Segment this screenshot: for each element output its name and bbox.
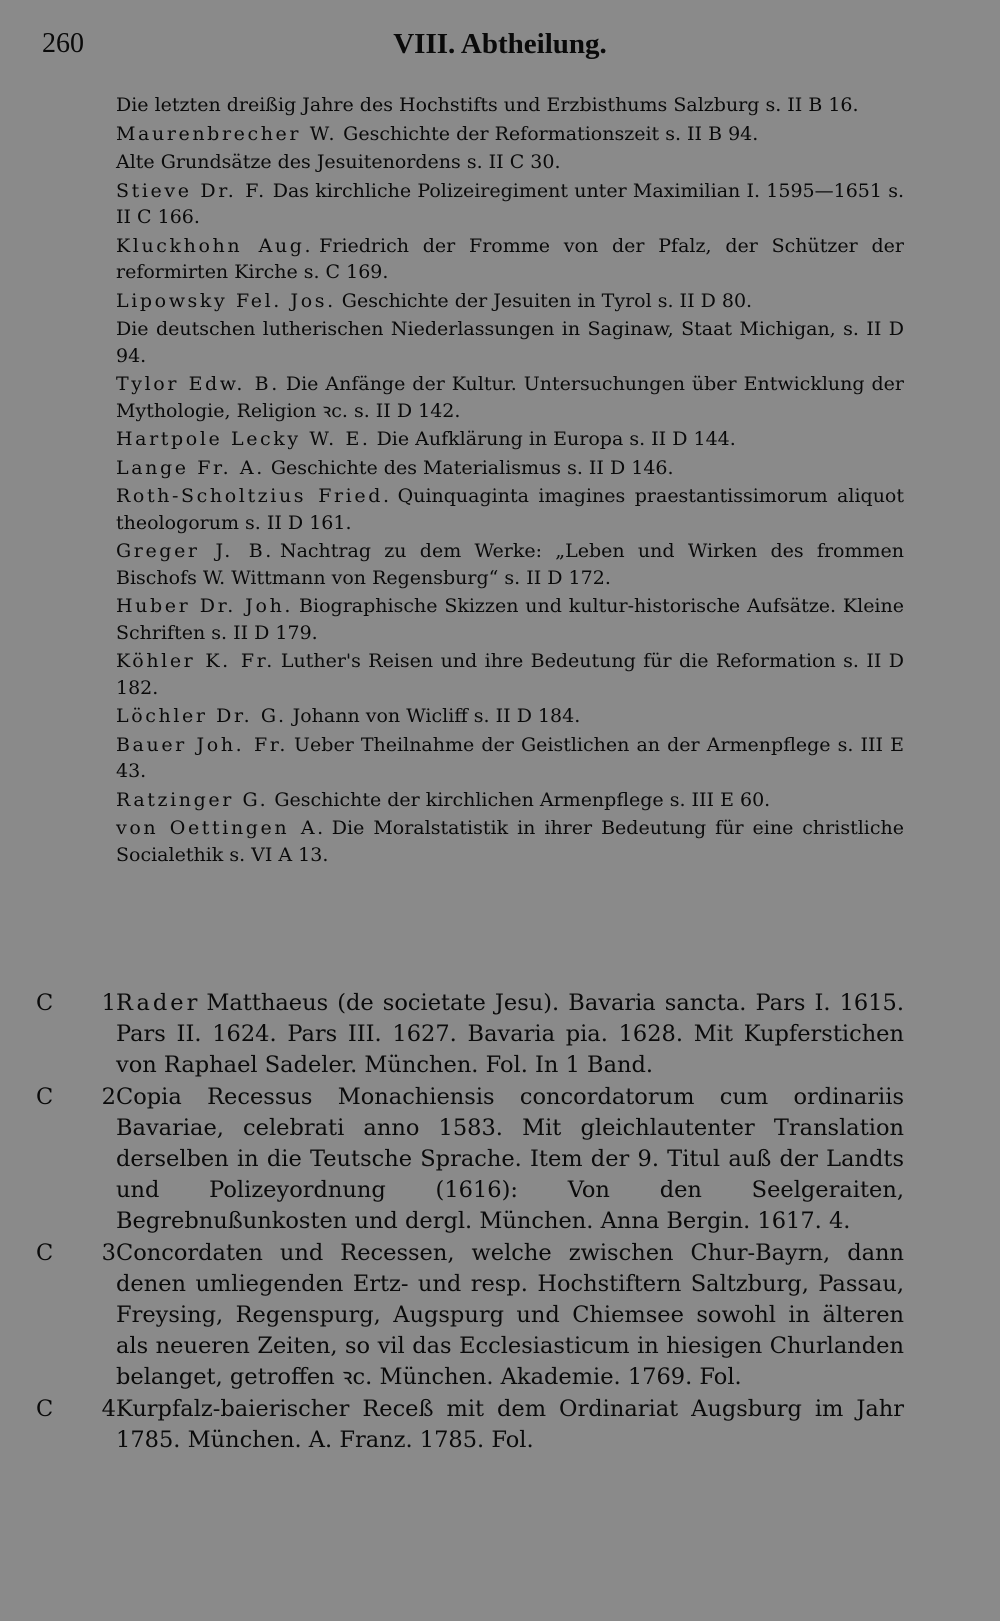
- reference-text: Das kirchliche Polizeiregiment unter Maximilian I. 1595—1651 s. II C 166.: [116, 179, 904, 228]
- reference-text: Die deutschen lutherischen Niederlassungen in Saginaw, Staat Michigan, s. II D 94.: [116, 318, 904, 367]
- entry-number: 1: [101, 990, 116, 1016]
- reference-text: Geschichte der kirchlichen Armenpflege s. III E 60.: [274, 788, 771, 811]
- reference-author: Lange Fr. A.: [116, 456, 265, 479]
- catalog-entry-list: [36, 988, 904, 1456]
- reference-author: Lipowsky Fel. Jos.: [116, 289, 336, 312]
- catalog-entry: [36, 1238, 904, 1394]
- reference-item: [116, 593, 904, 646]
- reference-text: Luther's Reisen und ihre Bedeutung für die Reformation s. II D 182.: [116, 650, 904, 699]
- reference-text: Nachtrag zu dem Werke: „Leben und Wirken des frommen Bischofs W. Wittmann von Regensburg“ s. II D 172.: [116, 540, 904, 589]
- entry-text: [116, 1238, 904, 1394]
- reference-item: [116, 92, 904, 119]
- reference-text: Die Moralstatistik in ihrer Bedeutung für eine christliche Socialethik s. VI A 13.: [116, 817, 904, 866]
- entry-author: Rader: [116, 990, 201, 1016]
- reference-author: Tylor Edw. B.: [116, 373, 280, 395]
- reference-item: [116, 455, 904, 482]
- catalog-entry: [36, 988, 904, 1082]
- reference-text: Die Aufklärung in Europa s. II D 144.: [376, 428, 736, 450]
- reference-item: [116, 732, 904, 785]
- reference-item: [116, 648, 904, 701]
- reference-item: [116, 178, 904, 231]
- reference-author: Bauer Joh. Fr.: [116, 733, 289, 756]
- reference-item: [116, 787, 904, 814]
- reference-text: Johann von Wicliff s. II D 184.: [292, 705, 581, 727]
- entry-number: 3: [101, 1239, 116, 1266]
- reference-item: [116, 288, 904, 315]
- entry-text: [116, 988, 904, 1082]
- page-header: [40, 28, 960, 68]
- reference-item: [116, 815, 904, 868]
- reference-author: Huber Dr. Joh.: [116, 595, 294, 617]
- reference-text: Biographische Skizzen und kultur-historische Aufsätze. Kleine Schriften s. II D 179.: [116, 595, 904, 644]
- reference-author: Köhler K. Fr.: [116, 650, 275, 672]
- entry-signature: C: [36, 990, 54, 1016]
- reference-text: Geschichte der Jesuiten in Tyrol s. II D 80.: [341, 289, 753, 312]
- reference-item: [116, 149, 904, 176]
- reference-text: Die letzten dreißig Jahre des Hochstifts und Erzbisthums Salzburg s. II B 16.: [116, 94, 859, 116]
- reference-text: Quinquaginta imagines praestantissimorum aliquot theologorum s. II D 161.: [116, 485, 905, 534]
- reference-author: Kluckhohn Aug.: [116, 234, 314, 257]
- reference-item: [116, 371, 904, 424]
- reference-author: Stieve Dr. F.: [116, 179, 267, 202]
- reference-text: Alte Grundsätze des Jesuitenordens s. II C 30.: [116, 151, 561, 173]
- entry-description: Matthaeus (de societate Jesu). Bavaria sancta. Pars I. 1615. Pars II. 1624. Pars III. 1627. Bavaria pia. 1628. Mit Kupferstichen von Raphael Sadeler. München. Fol. In 1 Band.: [116, 990, 904, 1079]
- reference-item: [116, 538, 904, 591]
- cross-reference-list: [116, 92, 904, 870]
- reference-author: Ratzinger G.: [116, 788, 269, 811]
- reference-author: Greger J. B.: [116, 540, 274, 562]
- entry-description: Kurpfalz-baierischer Receß mit dem Ordinariat Augsburg im Jahr 1785. München. A. Franz. 1785. Fol.: [116, 1395, 904, 1453]
- entry-number: 4: [101, 1395, 116, 1422]
- reference-author: Löchler Dr. G.: [116, 705, 287, 727]
- entry-text: [116, 1394, 904, 1456]
- running-head: VIII. Abtheilung.: [393, 28, 607, 60]
- reference-author: von Oettingen A.: [116, 817, 326, 839]
- reference-item: [116, 426, 904, 453]
- reference-text: Friedrich der Fromme von der Pfalz, der Schützer der reformirten Kirche s. C 169.: [116, 234, 904, 283]
- reference-text: Ueber Theilnahme der Geistlichen an der Armenpflege s. III E 43.: [116, 733, 905, 782]
- reference-author: Maurenbrecher W.: [116, 122, 338, 145]
- reference-text: Geschichte der Reformationszeit s. II B 94.: [343, 122, 759, 145]
- entry-signature: C: [36, 1083, 54, 1110]
- reference-item: [116, 483, 904, 536]
- entry-description: Concordaten und Recessen, welche zwischen Chur-Bayrn, dann denen umliegenden Ertz- und resp. Hochstiftern Saltzburg, Passau, Freysing, Regenspurg, Augspurg und Chiemsee sowohl in älteren als neueren Zeiten, so vil das Ecclesiasticum in hiesigen Churlanden belanget, getroffen ꝛc. München. Akademie. 1769. Fol.: [116, 1239, 904, 1391]
- entry-signature: C: [36, 1239, 54, 1266]
- reference-item: [116, 316, 904, 369]
- entry-number: 2: [101, 1083, 116, 1110]
- reference-author: Roth-Scholtzius Fried.: [116, 485, 392, 507]
- reference-item: [116, 121, 904, 148]
- reference-author: Hartpole Lecky W. E.: [116, 428, 371, 450]
- entry-signature: C: [36, 1395, 54, 1422]
- reference-text: Die Anfänge der Kultur. Untersuchungen über Entwicklung der Mythologie, Religion ꝛc. s. II D 142.: [116, 373, 905, 422]
- entry-text: [116, 1082, 904, 1238]
- reference-item: [116, 233, 904, 286]
- reference-item: [116, 703, 904, 730]
- page-number: 260: [42, 28, 84, 59]
- reference-text: Geschichte des Materialismus s. II D 146.: [270, 456, 674, 479]
- catalog-entry: [36, 1082, 904, 1238]
- catalog-entry: [36, 1394, 904, 1456]
- entry-description: Copia Recessus Monachiensis concordatorum cum ordinariis Bavariae, celebrati anno 1583. Mit gleichlautenter Translation derselben in die Teutsche Sprache. Item der 9. Titul auß der Landts und Polizeyordnung (1616): Von den Seelgeraiten, Begrebnußunkosten und dergl. München. Anna Bergin. 1617. 4.: [116, 1083, 904, 1235]
